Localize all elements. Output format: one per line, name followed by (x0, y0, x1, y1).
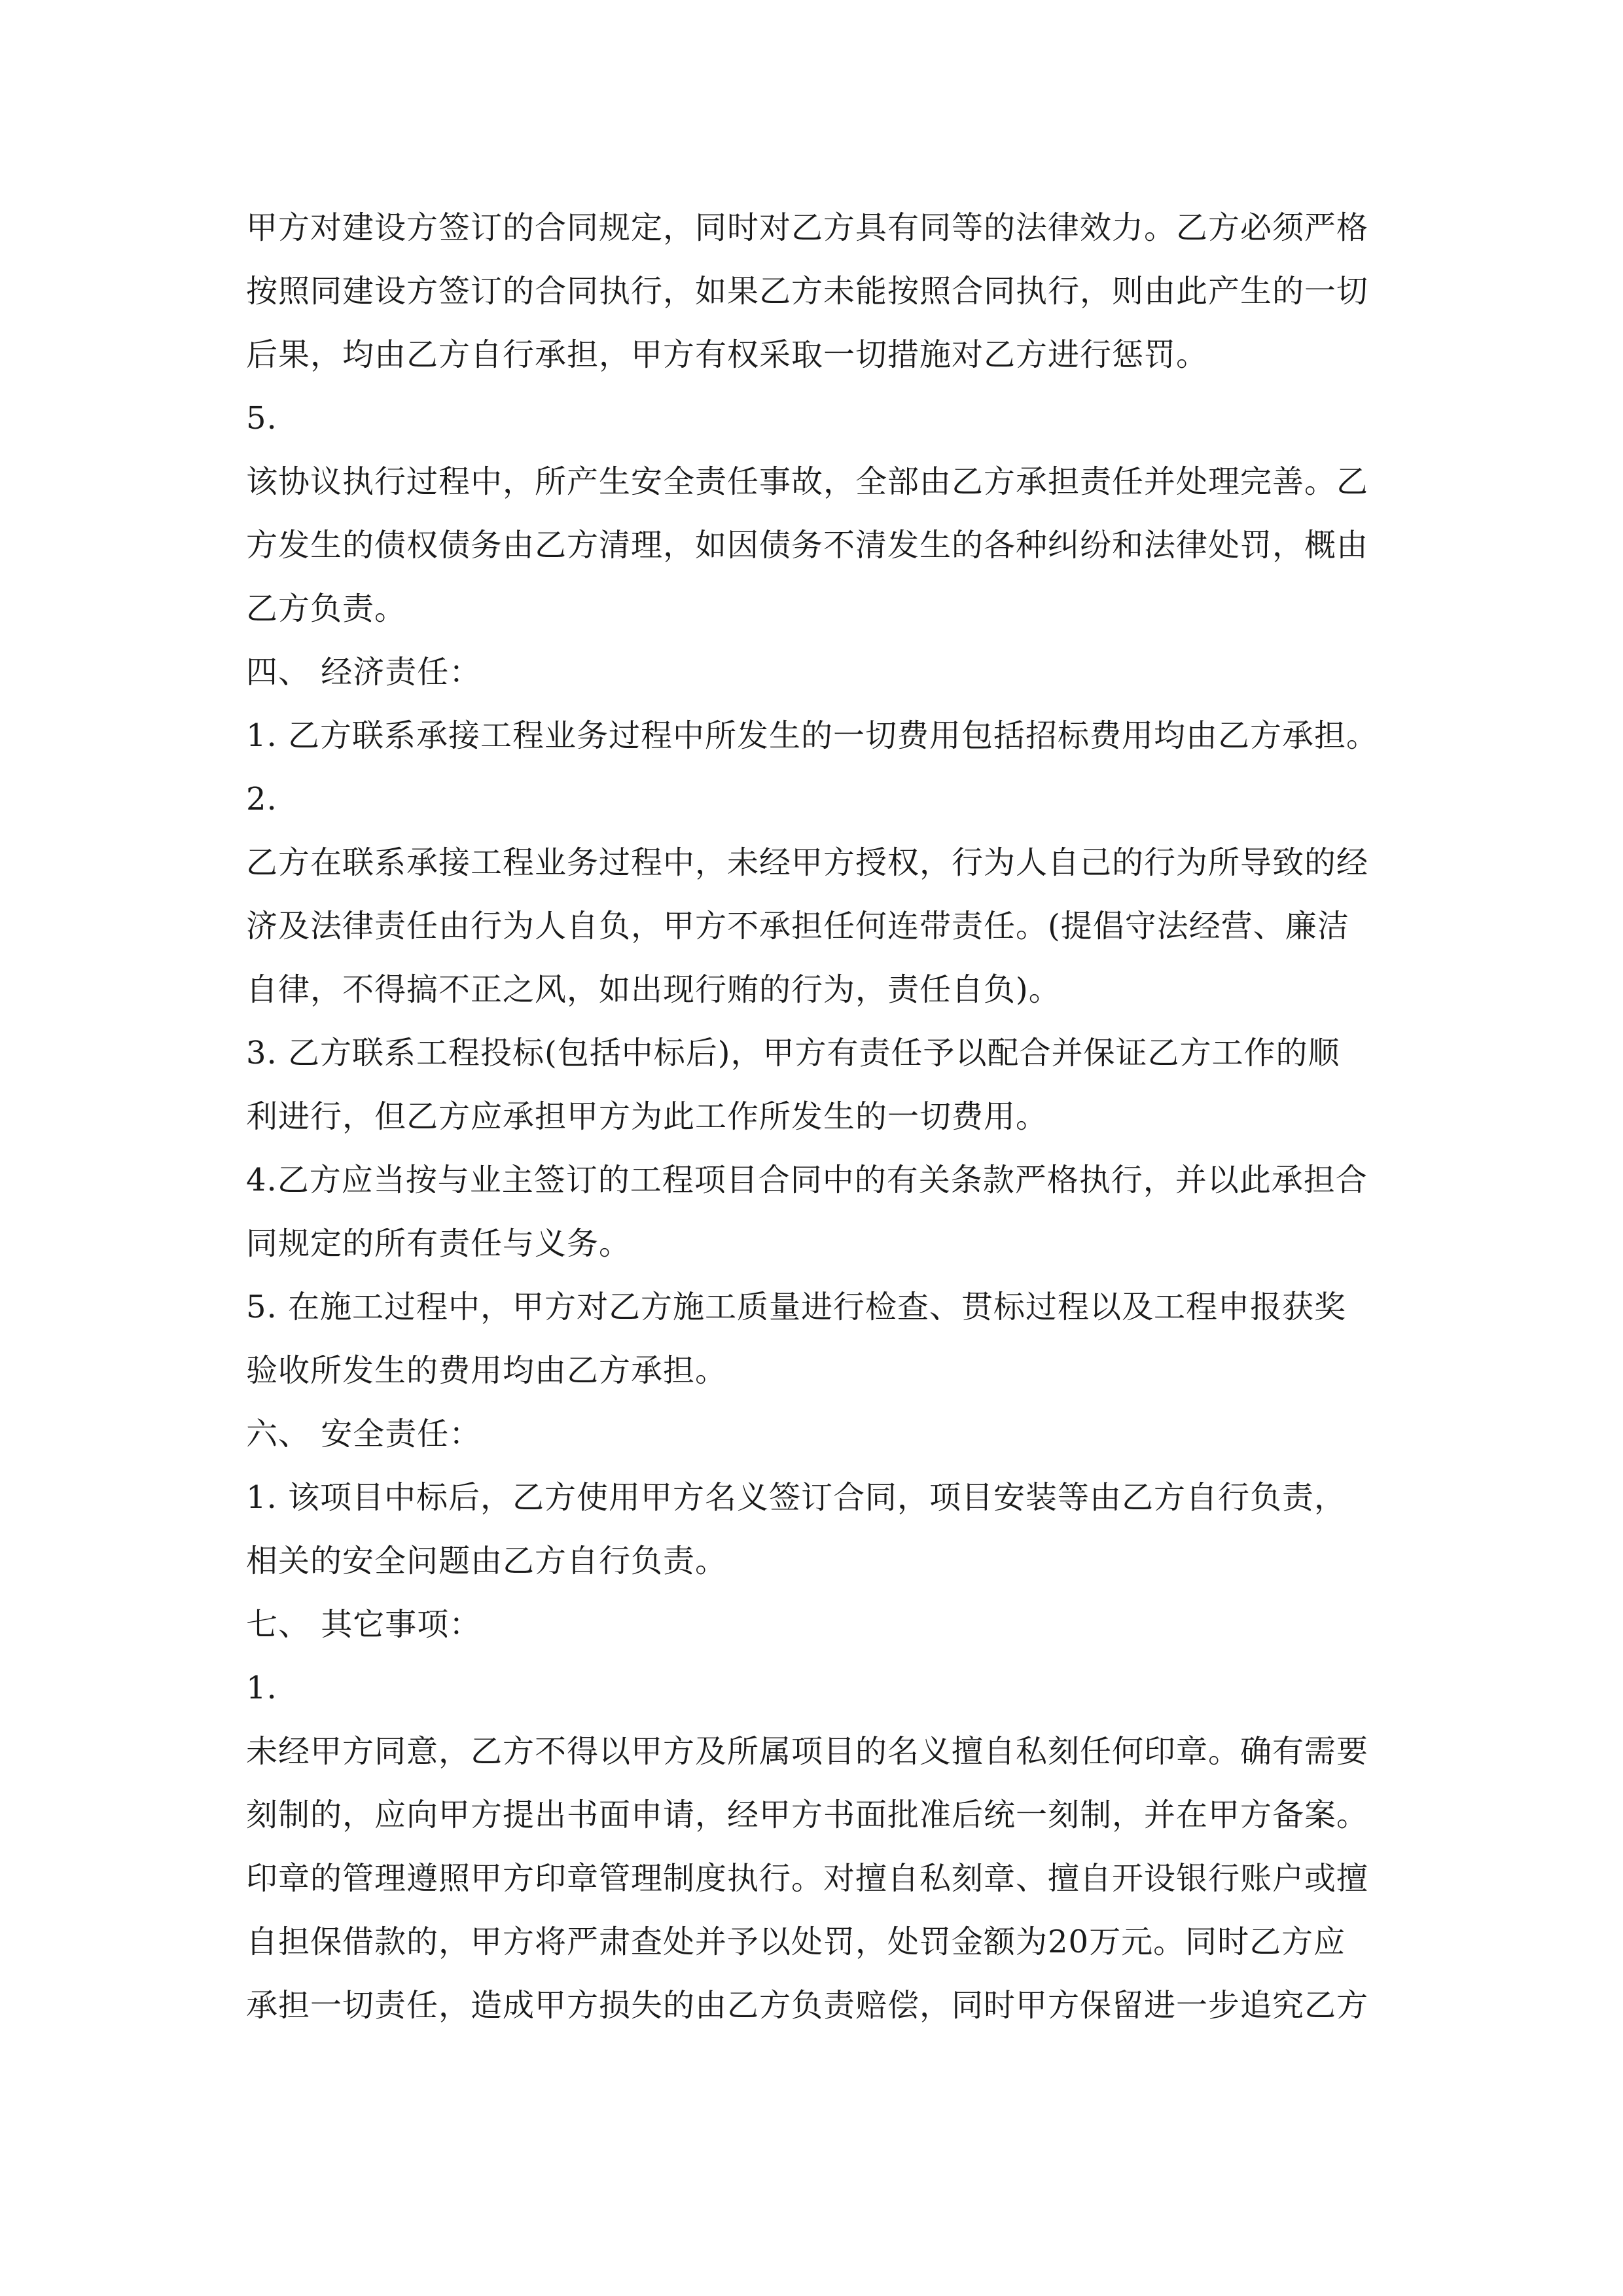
text-line: 利进行，但乙方应承担甲方为此工作所发生的一切费用。 (246, 1098, 1048, 1135)
text-line: 方发生的债权债务由乙方清理，如因债务不清发生的各种纠纷和法律处罚，概由 (246, 527, 1369, 564)
text-line: 3. 乙方联系工程投标(包括中标后)，甲方有责任予以配合并保证乙方工作的顺 (246, 1035, 1340, 1071)
text-line: 5. 在施工过程中，甲方对乙方施工质量进行检查、贯标过程以及工程申报获奖 (246, 1289, 1347, 1325)
text-line: 相关的安全问题由乙方自行负责。 (246, 1543, 728, 1579)
section-heading: 七、 其它事项： (246, 1606, 482, 1643)
text-line: 验收所发生的费用均由乙方承担。 (246, 1352, 728, 1389)
text-line: 按照同建设方签订的合同执行，如果乙方未能按照合同执行，则由此产生的一切 (246, 273, 1369, 310)
text-line: 济及法律责任由行为人自负，甲方不承担任何连带责任。(提倡守法经营、廉洁 (246, 908, 1349, 944)
text-line: 该协议执行过程中，所产生安全责任事故，全部由乙方承担责任并处理完善。乙 (246, 463, 1369, 500)
text-line: 乙方在联系承接工程业务过程中，未经甲方授权，行为人自己的行为所导致的经 (246, 844, 1369, 881)
clause-number: 1. (246, 1670, 277, 1706)
text-line: 同规定的所有责任与义务。 (246, 1225, 632, 1262)
text-line: 后果，均由乙方自行承担，甲方有权采取一切措施对乙方进行惩罚。 (246, 336, 1209, 373)
text-line: 印章的管理遵照甲方印章管理制度执行。对擅自私刻章、擅自开设银行账户或擅 (246, 1860, 1369, 1897)
clause-number: 5. (246, 400, 277, 437)
section-heading: 四、 经济责任： (246, 654, 482, 691)
text-line: 甲方对建设方签订的合同规定，同时对乙方具有同等的法律效力。乙方必须严格 (246, 209, 1369, 246)
clause-number: 2. (246, 781, 277, 817)
document-body (246, 196, 1398, 2037)
text-line: 刻制的，应向甲方提出书面申请，经甲方书面批准后统一刻制，并在甲方备案。 (246, 1797, 1369, 1833)
text-line: 乙方负责。 (246, 590, 407, 627)
text-line: 自律，不得搞不正之风，如出现行贿的行为，责任自负)。 (246, 971, 1061, 1008)
text-line: 承担一切责任，造成甲方损失的由乙方负责赔偿，同时甲方保留进一步追究乙方 (246, 1987, 1369, 2024)
text-line: 1. 该项目中标后，乙方使用甲方名义签订合同，项目安装等由乙方自行负责， (246, 1479, 1347, 1516)
section-heading: 六、 安全责任： (246, 1416, 482, 1452)
text-line: 自担保借款的，甲方将严肃查处并予以处罚，处罚金额为20万元。同时乙方应 (246, 1924, 1346, 1960)
text-line: 1. 乙方联系承接工程业务过程中所发生的一切费用包括招标费用均由乙方承担。 (246, 717, 1379, 754)
text-line: 4.乙方应当按与业主签订的工程项目合同中的有关条款严格执行，并以此承担合 (246, 1162, 1368, 1198)
text-line: 未经甲方同意，乙方不得以甲方及所属项目的名义擅自私刻任何印章。确有需要 (246, 1733, 1369, 1770)
